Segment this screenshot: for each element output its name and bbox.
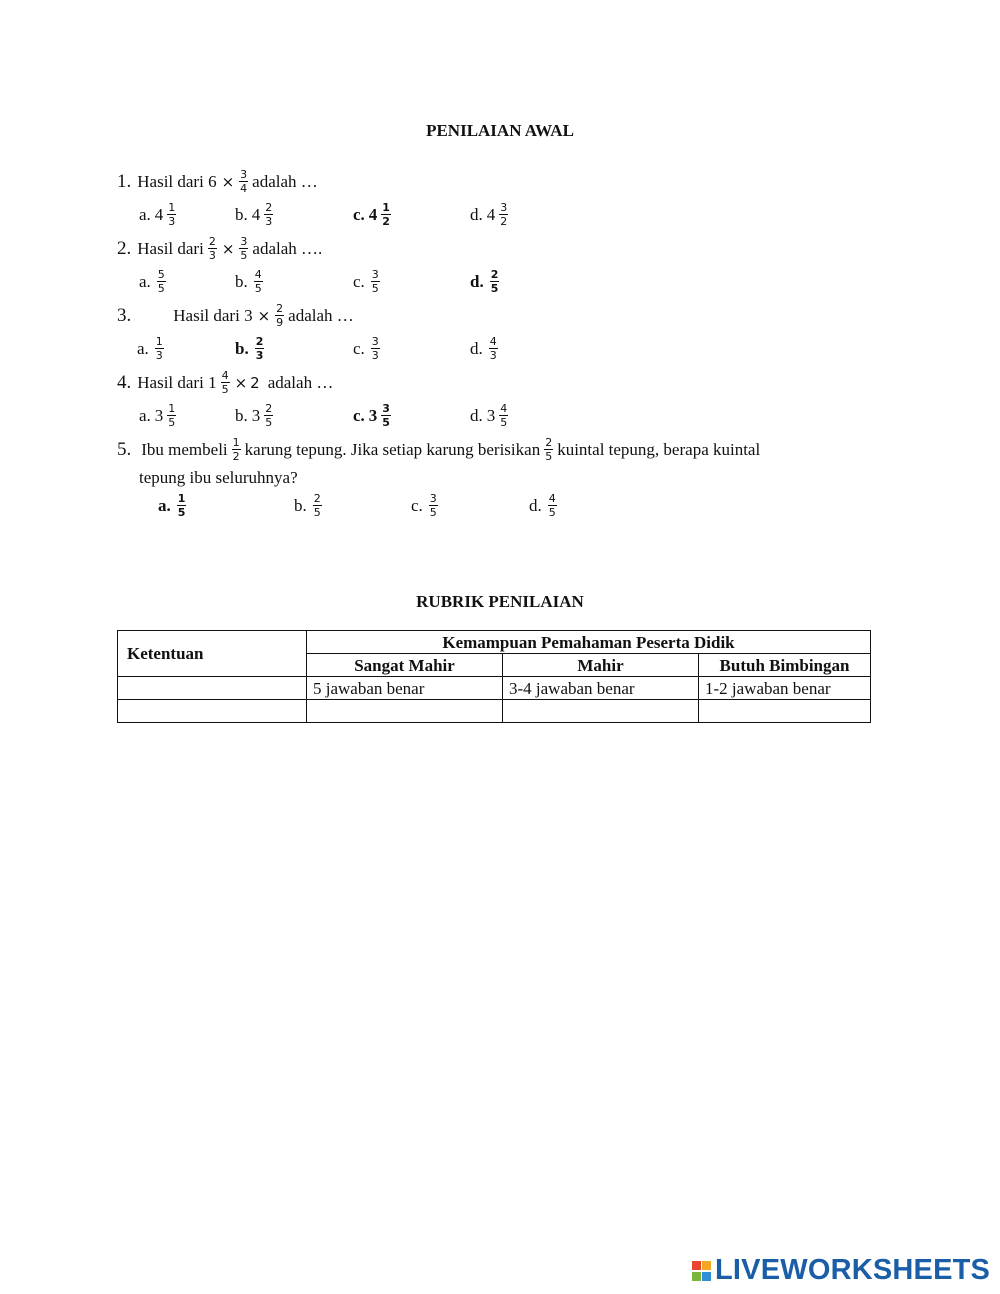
fraction: $\frac{3}{4}$ xyxy=(240,168,248,195)
option-4b[interactable]: b. 3 $\frac{2}{5}$ xyxy=(235,402,273,429)
question-5-continuation: tepung ibu seluruhnya? xyxy=(139,468,298,487)
table-row xyxy=(118,700,871,723)
header-level: Mahir xyxy=(503,654,699,677)
question-number: 4. xyxy=(117,371,132,393)
option-5b[interactable]: b. $\frac{2}{5}$ xyxy=(294,492,321,519)
option-2b[interactable]: b. $\frac{4}{5}$ xyxy=(235,268,262,295)
table-cell xyxy=(118,677,307,700)
table-cell: 5 jawaban benar xyxy=(307,677,503,700)
table-cell xyxy=(503,700,699,723)
option-4d[interactable]: d. 3 $\frac{4}{5}$ xyxy=(470,402,508,429)
times-operator: × xyxy=(257,306,271,325)
fraction: $\frac{2}{3}$ xyxy=(208,235,216,262)
option-5c[interactable]: c. $\frac{3}{5}$ xyxy=(411,492,437,519)
question-text: Hasil dari 3 xyxy=(173,305,253,325)
option-3c[interactable]: c. $\frac{3}{3}$ xyxy=(353,335,379,362)
option-4c[interactable]: c. 3 $\frac{3}{5}$ xyxy=(353,402,390,429)
table-header-row xyxy=(118,631,871,654)
option-4a[interactable]: a. 3 $\frac{1}{5}$ xyxy=(139,402,176,429)
question-text: karung tepung. Jika setiap karung berisikan xyxy=(244,439,541,459)
question-2 xyxy=(117,235,324,262)
operand: 2 xyxy=(250,373,260,392)
option-5d[interactable]: d. $\frac{4}{5}$ xyxy=(529,492,556,519)
fraction: $\frac{1}{2}$ xyxy=(232,436,240,463)
question-number: 1. xyxy=(117,170,132,192)
option-1d[interactable]: d. 4 $\frac{3}{2}$ xyxy=(470,201,508,228)
option-5a[interactable]: a. $\frac{1}{5}$ xyxy=(158,492,186,519)
table-cell xyxy=(307,700,503,723)
question-text: Hasil dari 6 xyxy=(137,171,217,191)
option-1c[interactable]: c. 4 $\frac{1}{2}$ xyxy=(353,201,390,228)
option-1b[interactable]: b. 4 $\frac{2}{3}$ xyxy=(235,201,273,228)
option-3b[interactable]: b. $\frac{2}{3}$ xyxy=(235,335,264,362)
question-text: Hasil dari xyxy=(137,238,204,258)
logo-text: LIVEWORKSHEETS xyxy=(715,1254,991,1286)
question-text: adalah … xyxy=(252,171,318,191)
header-level: Sangat Mahir xyxy=(307,654,503,677)
fraction: $\frac{2}{5}$ xyxy=(545,436,553,463)
page-title: PENILAIAN AWAL xyxy=(426,121,574,140)
question-text: adalah … xyxy=(267,372,334,392)
question-text: Ibu membeli xyxy=(141,439,228,459)
question-1 xyxy=(117,168,320,195)
times-operator: × xyxy=(221,239,235,258)
question-text: adalah …. xyxy=(252,238,323,258)
logo-blocks-icon xyxy=(692,1257,712,1285)
times-operator: × xyxy=(221,172,235,191)
table-cell xyxy=(118,700,307,723)
times-operator: × xyxy=(234,373,248,392)
option-2c[interactable]: c. $\frac{3}{5}$ xyxy=(353,268,379,295)
option-3a[interactable]: a. $\frac{1}{3}$ xyxy=(137,335,163,362)
option-2a[interactable]: a. $\frac{5}{5}$ xyxy=(139,268,165,295)
header-level: Butuh Bimbingan xyxy=(699,654,871,677)
fraction: $\frac{2}{9}$ xyxy=(276,302,284,329)
table-row xyxy=(118,677,871,700)
option-2d[interactable]: d. $\frac{2}{5}$ xyxy=(470,268,499,295)
fraction: $\frac{3}{5}$ xyxy=(240,235,248,262)
rubric-table xyxy=(117,630,871,723)
question-5 xyxy=(117,436,762,463)
fraction: $\frac{4}{5}$ xyxy=(221,369,229,396)
question-text: adalah … xyxy=(288,305,354,325)
rubric-title: RUBRIK PENILAIAN xyxy=(416,592,584,611)
question-3 xyxy=(117,302,356,329)
table-cell xyxy=(699,700,871,723)
header-ketentuan: Ketentuan xyxy=(118,631,307,677)
table-cell: 3-4 jawaban benar xyxy=(503,677,699,700)
header-group: Kemampuan Pemahaman Peserta Didik xyxy=(307,631,871,654)
question-4 xyxy=(117,369,335,396)
question-text: kuintal tepung, berapa kuintal xyxy=(557,439,761,459)
liveworksheets-logo xyxy=(692,1254,990,1287)
question-text: Hasil dari 1 xyxy=(137,372,217,392)
question-number: 2. xyxy=(117,237,132,259)
option-1a[interactable]: a. 4 $\frac{1}{3}$ xyxy=(139,201,176,228)
question-number: 3. xyxy=(117,304,132,326)
question-number: 5. xyxy=(117,438,132,460)
table-cell: 1-2 jawaban benar xyxy=(699,677,871,700)
option-3d[interactable]: d. $\frac{4}{3}$ xyxy=(470,335,497,362)
